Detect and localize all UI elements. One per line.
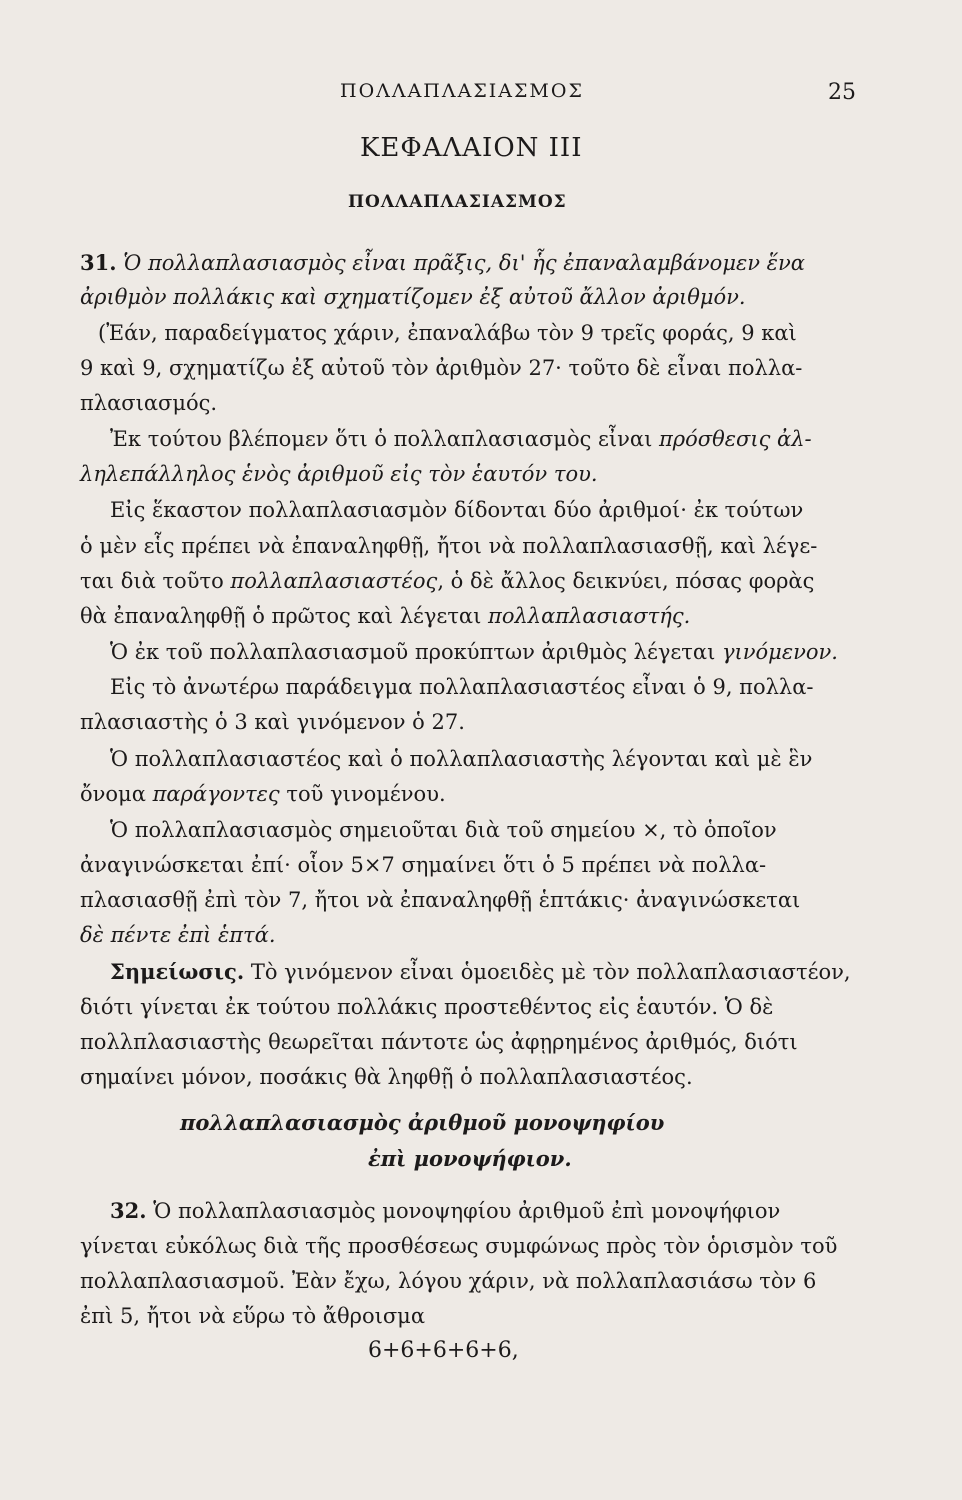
factors-line-2: ὁ μὲν εἷς πρέπει νὰ ἐπαναληφθῇ, ἤτοι νὰ πολλαπλασιασθῇ, καὶ λέγε- <box>80 534 818 558</box>
definition-line-1 <box>110 424 812 454</box>
example2-line-1: Εἰς τὸ ἀνωτέρω παράδειγμα πολλαπλασιαστέος εἶναι ὁ 9, πολλα- <box>110 675 814 699</box>
text-plain: θὰ ἐπαναληφθῇ ὁ πρῶτος καὶ λέγεται <box>80 604 489 628</box>
text-plain: Ὁ πολλαπλασιασμὸς μονοψηφίου ἀριθμοῦ ἐπὶ μονοψήφιον <box>146 1199 781 1223</box>
note-line-4: σημαίνει μόνον, ποσάκις θὰ ληφθῇ ὁ πολλαπλασιαστέος. <box>80 1065 693 1089</box>
factors-line-4 <box>80 601 690 631</box>
running-head: ΠΟΛΛΑΠΛΑΣΙΑΣΜΟΣ <box>340 80 584 102</box>
factors-line-3 <box>80 566 814 596</box>
sign-line-4: δὲ πέντε ἐπὶ ἑπτά. <box>80 923 276 947</box>
note-label: Σημείωσις. <box>110 959 245 984</box>
term-multiplicand: πολλαπλασιαστέος <box>230 569 438 593</box>
example2-line-2: πλασιαστὴς ὁ 3 καὶ γινόμενον ὁ 27. <box>80 710 465 734</box>
text-plain: , ὁ δὲ ἄλλος δεικνύει, πόσας φορὰς <box>437 569 815 593</box>
note-line-1 <box>110 957 851 987</box>
definition-text: Ὁ πολλαπλασιασμὸς εἶναι πρᾶξις, δι' ἧς ἐπαναλαμβάνομεν ἕνα <box>123 251 805 275</box>
sign-line-3: πλασιασθῇ ἐπὶ τὸν 7, ἤτοι νὰ ἐπαναληφθῇ ἑπτάκις· ἀναγινώσκεται <box>80 888 801 912</box>
sum-formula: 6+6+6+6+6, <box>368 1338 519 1363</box>
paragraph-32-line-1 <box>110 1196 780 1226</box>
definition-text-plain: Ἐκ τούτου βλέπομεν ὅτι ὁ πολλαπλασιασμὸς εἶναι <box>110 427 659 451</box>
paragraph-32-line-2: γίνεται εὐκόλως διὰ τῆς προσθέσεως συμφώνως πρὸς τὸν ὁρισμὸν τοῦ <box>80 1234 838 1258</box>
product-line <box>110 637 838 667</box>
term-multiplier: πολλαπλασιαστής. <box>488 604 691 628</box>
example-line-3: πλασιασμός. <box>80 391 218 415</box>
paragraph-31-line-2: ἀριθμὸν πολλάκις καὶ σχηματίζομεν ἐξ αὐτοῦ ἄλλον ἀριθμόν. <box>80 285 746 309</box>
definition-text-italic: πρόσθεσις ἀλ- <box>659 427 812 451</box>
definition-line-2: ληλεπάλληλος ἑνὸς ἀριθμοῦ εἰς τὸν ἑαυτόν του. <box>80 462 598 486</box>
paragraph-31-line-1 <box>80 248 805 278</box>
sign-line-2: ἀναγινώσκεται ἐπί· οἷον 5×7 σημαίνει ὅτι ὁ 5 πρέπει νὰ πολλα- <box>80 853 767 877</box>
text-plain: Ὁ ἐκ τοῦ πολλαπλασιασμοῦ προκύπτων ἀριθμὸς λέγεται <box>110 640 722 664</box>
note-line-2: διότι γίνεται ἐκ τούτου πολλάκις προστεθέντος εἰς ἑαυτόν. Ὁ δὲ <box>80 995 774 1019</box>
chapter-heading: ΚΕΦΑΛΑΙΟΝ III <box>360 133 583 163</box>
paragraph-number: 31. <box>80 250 117 275</box>
section-title: ΠΟΛΛΑΠΛΑΣΙΑΣΜΟΣ <box>348 192 567 212</box>
paragraph-32-line-3: πολλαπλασιασμοῦ. Ἐὰν ἔχω, λόγου χάριν, νὰ πολλαπλασιάσω τὸν 6 <box>80 1269 817 1293</box>
factors2-line-1: Ὁ πολλαπλασιαστέος καὶ ὁ πολλαπλασιαστὴς λέγονται καὶ μὲ ἓν <box>110 747 813 771</box>
term-product: γινόμενον. <box>721 640 838 664</box>
text-plain: ται διὰ τοῦτο <box>80 569 231 593</box>
subsection-heading-line-1: πολλαπλασιασμὸς ἀριθμοῦ μονοψηφίου <box>180 1110 665 1135</box>
example-line-2: 9 καὶ 9, σχηματίζω ἐξ αὐτοῦ τὸν ἀριθμὸν 27· τοῦτο δὲ εἶναι πολλα- <box>80 356 803 380</box>
paragraph-32-line-4: ἐπὶ 5, ἤτοι νὰ εὕρω τὸ ἄθροισμα <box>80 1304 426 1328</box>
note-line-3: πολλπλασιαστὴς θεωρεῖται πάντοτε ὡς ἀφῃρημένος ἀριθμός, διότι <box>80 1030 798 1054</box>
text-plain: ὄνομα <box>80 782 153 806</box>
term-factors: παράγοντες <box>152 782 280 806</box>
paragraph-number: 32. <box>110 1198 147 1223</box>
text-plain: τοῦ γινομένου. <box>279 782 446 806</box>
factors-line-1: Εἰς ἕκαστον πολλαπλασιασμὸν δίδονται δύο ἀριθμοί· ἐκ τούτων <box>110 498 804 522</box>
subsection-heading-line-2: ἐπὶ μονοψήφιον. <box>368 1146 572 1171</box>
sign-line-1: Ὁ πολλαπλασιασμὸς σημειοῦται διὰ τοῦ σημείου ×, τὸ ὁποῖον <box>110 818 777 842</box>
factors2-line-2 <box>80 779 446 809</box>
example-line-1: (Ἐάν, παραδείγματος χάριν, ἐπαναλάβω τὸν 9 τρεῖς φοράς, 9 καὶ <box>98 321 797 345</box>
text-plain: Τὸ γινόμενον εἶναι ὁμοειδὲς μὲ τὸν πολλαπλασιαστέον, <box>244 960 851 984</box>
page-number: 25 <box>828 80 856 105</box>
